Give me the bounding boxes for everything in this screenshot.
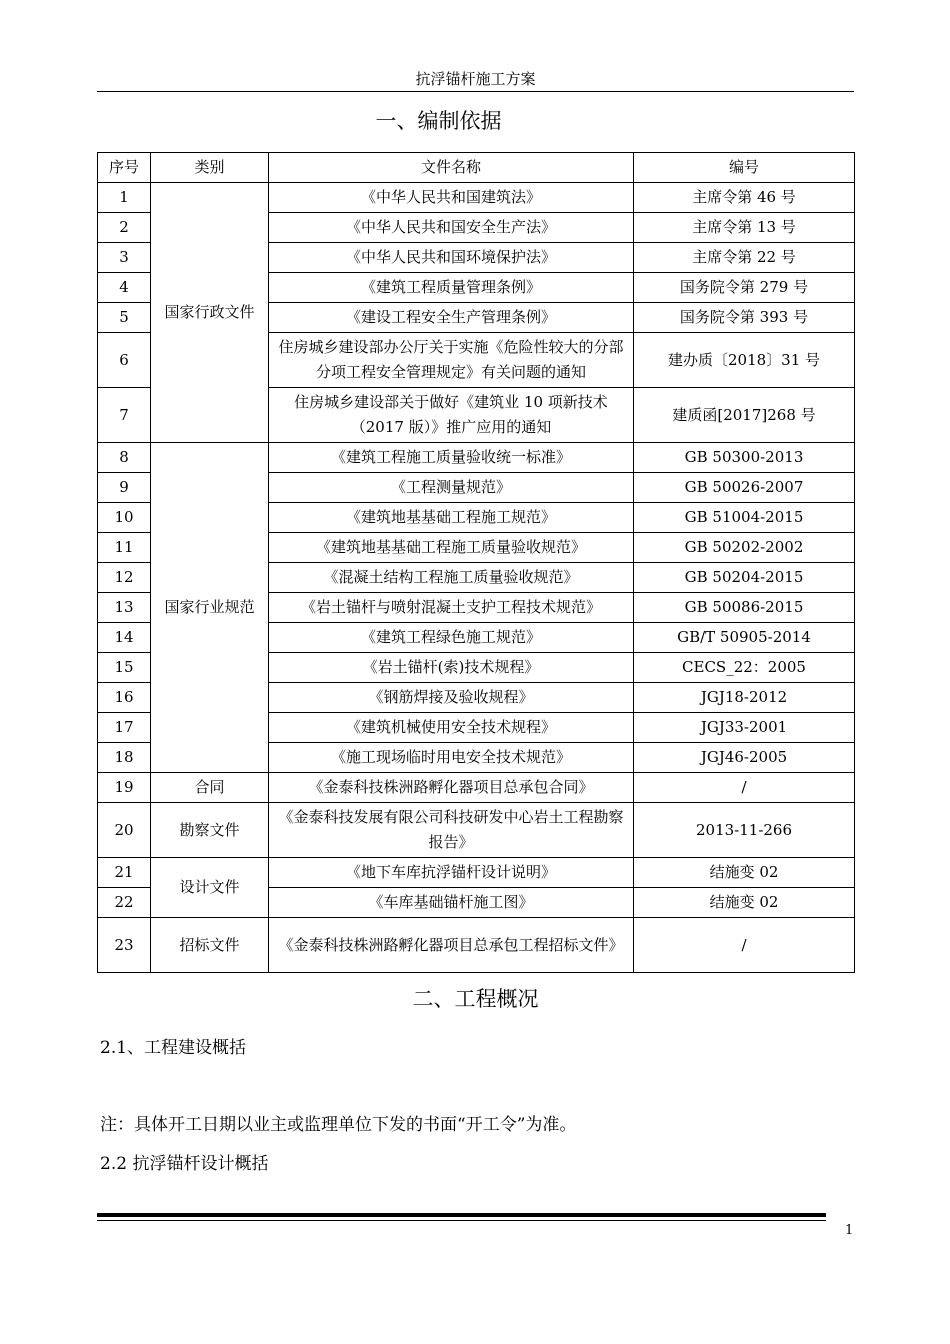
row-name: 住房城乡建设部办公厅关于实施《危险性较大的分部分项工程安全管理规定》有关问题的通知: [269, 333, 634, 388]
note-paragraph: 注：具体开工日期以业主或监理单位下发的书面“开工令”为准。: [100, 1115, 577, 1135]
row-code: JGJ33-2001: [634, 713, 855, 743]
table-row: [98, 803, 855, 858]
section-title-basis: 一、编制依据: [375, 109, 502, 133]
row-no: 23: [98, 918, 151, 973]
row-name: 《建设工程安全生产管理条例》: [269, 303, 634, 333]
row-code: GB 50300-2013: [634, 443, 855, 473]
category-cell: 招标文件: [151, 918, 269, 973]
row-code: 国务院令第 393 号: [634, 303, 855, 333]
row-code: CECS_22：2005: [634, 653, 855, 683]
row-name: 《建筑工程绿色施工规范》: [269, 623, 634, 653]
subheading-construction-overview: 2.1、工程建设概括: [100, 1038, 247, 1058]
row-no: 5: [98, 303, 151, 333]
row-name: 《岩土锚杆(索)技术规程》: [269, 653, 634, 683]
table-header-row: [98, 153, 855, 183]
table-row: [98, 773, 855, 803]
row-name: 《中华人民共和国建筑法》: [269, 183, 634, 213]
table-row: [98, 183, 855, 213]
row-code: GB 50204-2015: [634, 563, 855, 593]
row-no: 12: [98, 563, 151, 593]
header-cell-no: 序号: [98, 153, 151, 183]
section-title-overview: 二、工程概况: [412, 987, 539, 1011]
row-name: 《工程测量规范》: [269, 473, 634, 503]
row-code: GB 50086-2015: [634, 593, 855, 623]
row-name: 《混凝土结构工程施工质量验收规范》: [269, 563, 634, 593]
row-code: JGJ18-2012: [634, 683, 855, 713]
row-no: 7: [98, 388, 151, 443]
row-no: 6: [98, 333, 151, 388]
row-code: /: [634, 773, 855, 803]
row-name: 《地下车库抗浮锚杆设计说明》: [269, 858, 634, 888]
table-row: [98, 443, 855, 473]
table-row: [98, 918, 855, 973]
row-no: 8: [98, 443, 151, 473]
row-no: 1: [98, 183, 151, 213]
row-code: 建办质〔2018〕31 号: [634, 333, 855, 388]
row-no: 21: [98, 858, 151, 888]
row-name: 《中华人民共和国安全生产法》: [269, 213, 634, 243]
row-code: 结施变 02: [634, 858, 855, 888]
row-name: 《钢筋焊接及验收规程》: [269, 683, 634, 713]
row-no: 16: [98, 683, 151, 713]
row-no: 4: [98, 273, 151, 303]
category-cell: 勘察文件: [151, 803, 269, 858]
category-cell: 合同: [151, 773, 269, 803]
row-no: 14: [98, 623, 151, 653]
category-cell: 国家行业规范: [151, 443, 269, 773]
row-code: 2013-11-266: [634, 803, 855, 858]
row-no: 13: [98, 593, 151, 623]
row-code: 主席令第 13 号: [634, 213, 855, 243]
row-no: 9: [98, 473, 151, 503]
row-no: 15: [98, 653, 151, 683]
category-cell: 国家行政文件: [151, 183, 269, 443]
row-name: 《岩土锚杆与喷射混凝土支护工程技术规范》: [269, 593, 634, 623]
category-cell: 设计文件: [151, 858, 269, 918]
row-no: 19: [98, 773, 151, 803]
row-code: 结施变 02: [634, 888, 855, 918]
row-name: 《施工现场临时用电安全技术规范》: [269, 743, 634, 773]
header-cell-code: 编号: [634, 153, 855, 183]
row-no: 11: [98, 533, 151, 563]
row-name: 《建筑机械使用安全技术规程》: [269, 713, 634, 743]
row-code: GB 50026-2007: [634, 473, 855, 503]
table-row: [98, 858, 855, 888]
row-code: GB/T 50905-2014: [634, 623, 855, 653]
row-code: GB 51004-2015: [634, 503, 855, 533]
row-code: 建质函[2017]268 号: [634, 388, 855, 443]
reference-table: [97, 152, 855, 973]
row-code: 主席令第 22 号: [634, 243, 855, 273]
footer-rule-thick: [97, 1213, 826, 1217]
header-cell-category: 类别: [151, 153, 269, 183]
header-rule: [97, 91, 854, 92]
row-name: 《建筑工程施工质量验收统一标准》: [269, 443, 634, 473]
running-header: 抗浮锚杆施工方案: [415, 70, 536, 88]
row-name: 《车库基础锚杆施工图》: [269, 888, 634, 918]
header-cell-name: 文件名称: [269, 153, 634, 183]
row-name: 《建筑地基基础工程施工规范》: [269, 503, 634, 533]
row-name: 住房城乡建设部关于做好《建筑业 10 项新技术（2017 版）》推广应用的通知: [269, 388, 634, 443]
row-no: 17: [98, 713, 151, 743]
row-code: 主席令第 46 号: [634, 183, 855, 213]
row-no: 2: [98, 213, 151, 243]
row-no: 18: [98, 743, 151, 773]
row-no: 22: [98, 888, 151, 918]
row-code: GB 50202-2002: [634, 533, 855, 563]
row-code: 国务院令第 279 号: [634, 273, 855, 303]
row-name: 《建筑地基基础工程施工质量验收规范》: [269, 533, 634, 563]
row-no: 10: [98, 503, 151, 533]
row-code: JGJ46-2005: [634, 743, 855, 773]
footer-rule-thin: [97, 1220, 826, 1221]
row-code: /: [634, 918, 855, 973]
row-no: 3: [98, 243, 151, 273]
row-name: 《建筑工程质量管理条例》: [269, 273, 634, 303]
row-name: 《金泰科技株洲路孵化器项目总承包工程招标文件》: [269, 918, 634, 973]
page-number: 1: [845, 1223, 854, 1238]
row-name: 《金泰科技株洲路孵化器项目总承包合同》: [269, 773, 634, 803]
subheading-anchor-design: 2.2 抗浮锚杆设计概括: [100, 1154, 269, 1174]
row-no: 20: [98, 803, 151, 858]
row-name: 《中华人民共和国环境保护法》: [269, 243, 634, 273]
row-name: 《金泰科技发展有限公司科技研发中心岩土工程勘察报告》: [269, 803, 634, 858]
